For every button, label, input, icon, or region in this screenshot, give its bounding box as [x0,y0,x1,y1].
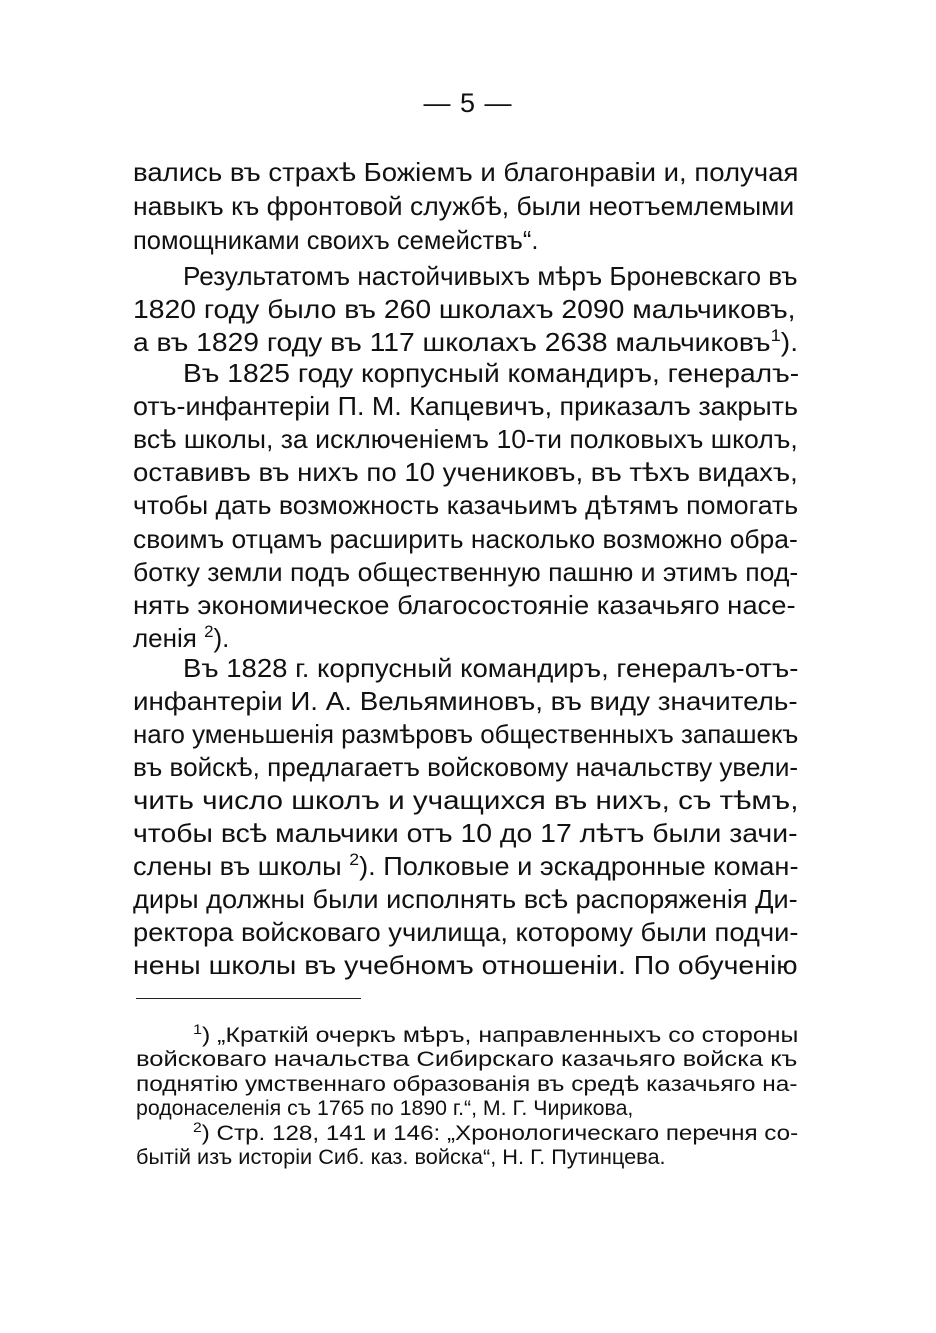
footnote-separator [136,998,361,999]
body-line: чтобы всѣ мальчики отъ 10 до 17 лѣтъ были зачи- [133,818,798,848]
body-line: инфантеріи И. А. Вельяминовъ, въ виду значитель- [133,686,798,716]
body-line: отъ-инфантеріи П. М. Капцевичъ, приказалъ закрыть [133,391,798,421]
body-line: Въ 1828 г. корпусный командиръ, генералъ-отъ- [183,653,799,683]
footnote-marker: 1 [193,1021,202,1037]
body-line: Результатомъ настойчивыхъ мѣръ Броневскаго въ [183,261,798,291]
body-line: наго уменьшенія размѣровъ общественныхъ запашекъ [133,719,799,749]
body-line: нять экономическое благосостояніе казачьяго насе- [133,590,796,620]
body-line: помощниками своихъ семействъ“. [133,225,539,255]
body-line: диры должны были исполнять всѣ распоряженія Ди- [133,884,798,914]
body-line: вались въ страхѣ Божіемъ и благонравіи и, получая [133,157,799,187]
body-line: всѣ школы, за исключеніемъ 10-ти полковыхъ школъ, [133,424,798,454]
footnote-line: $^1$) „Краткій очеркъ мѣръ, направленныхъ со стороны [193,1021,799,1047]
body-line: своимъ отцамъ расширить насколько возможно обра- [133,524,798,554]
body-line: чтобы дать возможность казачьимъ дѣтямъ помогать [133,490,799,520]
body-line: 1820 году было въ 260 школахъ 2090 мальчиковъ, [133,294,796,324]
body-line: ленія $^2$). [133,621,230,653]
body-line: навыкъ къ фронтовой службѣ, были неотъемлемыми [133,191,795,221]
footnote-line: войсковаго начальства Сибирскаго казачьяго войска къ [136,1048,798,1071]
body-line: ректора войсковаго училища, которому были подчи- [133,917,799,947]
footnote-line: $^2$) Стр. 128, 141 и 146: „Хронологическаго перечня со- [193,1119,799,1145]
footnote-line: родонаселенія съ 1765 по 1890 г.“, М. Г. Чирикова, [136,1097,634,1120]
footnote-ref: 2 [204,621,214,641]
body-line: чить число школъ и учащихся въ нихъ, съ тѣмъ, [133,785,799,815]
footnote-ref: 1 [770,325,781,345]
footnote-line: бытій изъ исторіи Сиб. каз. войска“, Н. Г. Путинцева. [136,1146,666,1169]
body-line: оставивъ въ нихъ по 10 учениковъ, въ тѣхъ видахъ, [133,457,798,487]
footnote-marker: 2 [193,1119,202,1135]
body-line: въ войскѣ, предлагаетъ войсковому начальству увели- [133,752,799,782]
body-line: Въ 1825 году корпусный командиръ, генералъ- [183,358,800,388]
body-line: слены въ школы $^2$). Полковые и эскадронные коман- [133,849,799,881]
body-line: ботку земли подъ общественную пашню и этимъ под- [133,557,799,587]
footnote-line: поднятію умственнаго образованія въ средѣ казачьяго на- [136,1073,798,1096]
footnote-ref: 2 [349,849,360,869]
body-line: нены школы въ учебномъ отношеніи. По обученію [133,950,798,980]
body-line: а въ 1829 году въ 117 школахъ 2638 мальчиковъ$^1$). [133,325,799,357]
page-number: — 5 — [423,88,513,118]
